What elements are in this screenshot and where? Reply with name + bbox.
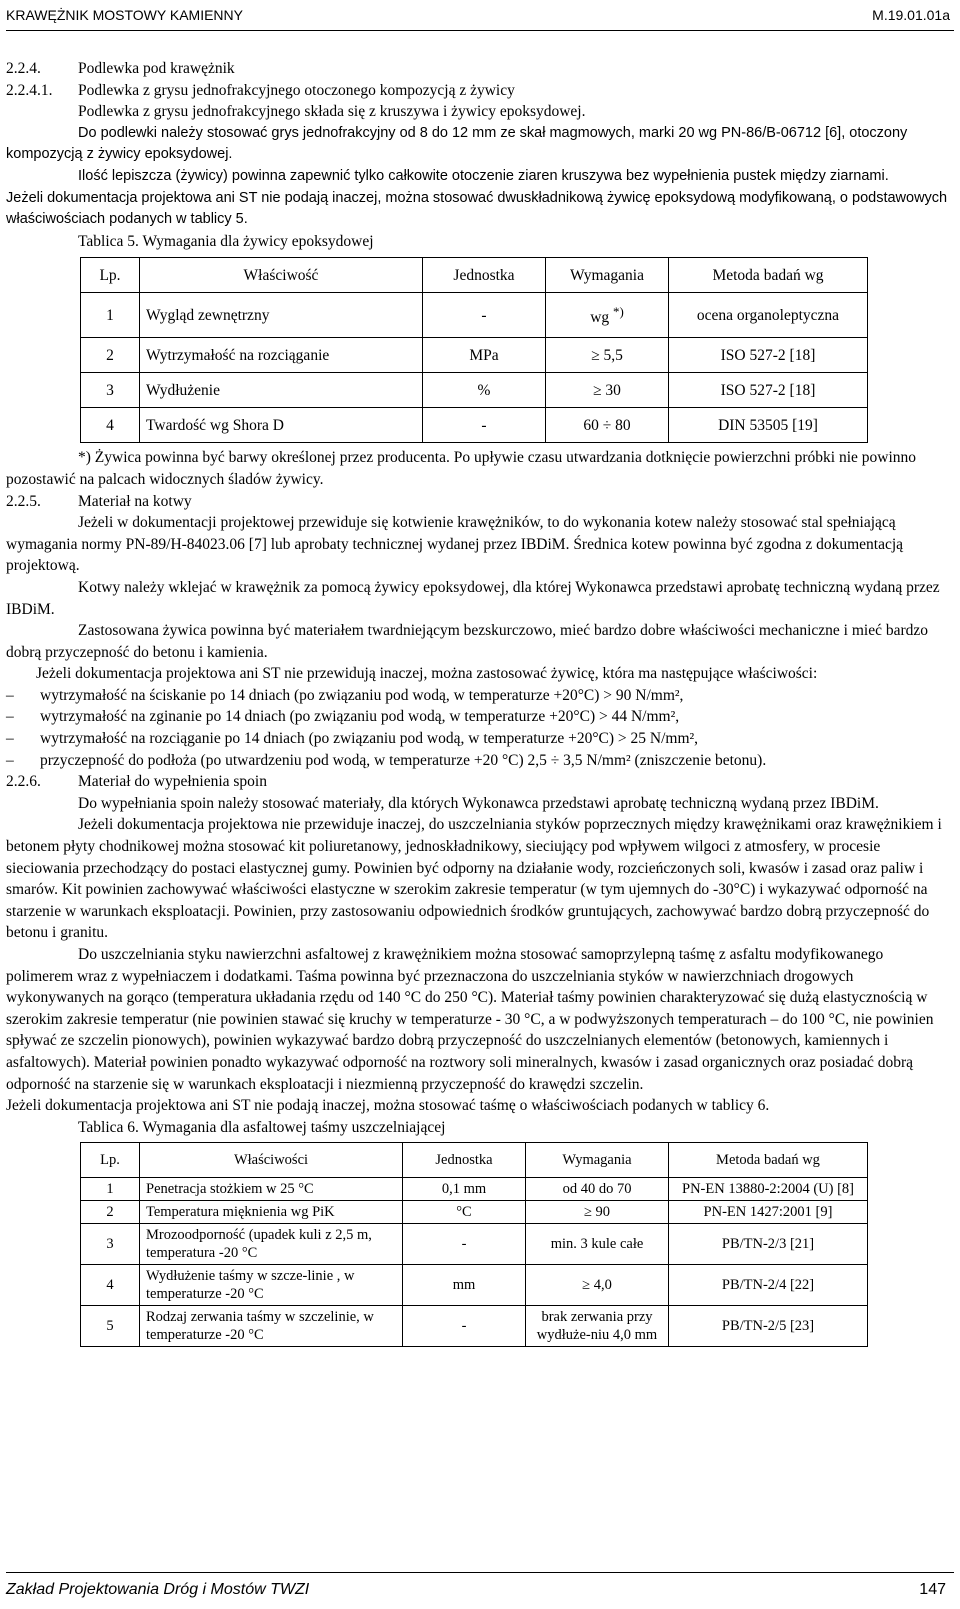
table-cell: 2 (81, 1201, 140, 1224)
dash-marker: – (6, 686, 14, 704)
table-row (81, 338, 868, 373)
table-row (81, 1306, 868, 1347)
table-header-cell: Jednostka (423, 258, 546, 293)
section-title: Materiał na kotwy (78, 492, 192, 510)
paragraph: Kotwy należy wklejać w krawężnik za pomocą żywicy epoksydowej, dla której Wykonawca przedstawi aprobatę techniczną wydaną przez IBDiM. (6, 578, 940, 618)
table-cell: 2 (81, 338, 140, 373)
dash-marker: – (6, 730, 14, 748)
table-row (81, 1224, 868, 1265)
paragraph: Do uszczelniania styku nawierzchni asfaltowej z krawężnikiem można stosować samoprzylepną taśmę z asfaltu modyfikowanego polimerem wraz z wypełniaczem i dodatkami. Taśma powinna być przeznaczona do uszczelniania styków w nawierzchniach drogowych wykonywanych na gorąco (temperatura układania rzędu od 140 °C do 250 °C). Materiał taśmy powinien charakteryzować się dużą elastycznością w szerokim zakresie temperatur (nie powinien stawać się kruchy w temperaturze - 30 °C, a w podwyższonych temperaturach – do 100 °C, nie powinien spływać ze szczelin pionowych), powinien wykazywać bardzo dobrą przyczepność do uszczelnianych elementów (betonowych, kamiennych i asfaltowych). Materiał powinien ponadto wykazywać odporność na roztwory soli mineralnych, kwasów i zasad organicznych oraz posiadać dobrą odporność na starzenie się w warunkach eksploatacji i niezmienną przyczepność do krawędzi szczelin. (6, 946, 934, 1093)
table-cell: Wydłużenie (140, 373, 423, 408)
table-cell: ≥ 5,5 (546, 338, 669, 373)
table-row (81, 408, 868, 443)
table-cell: 3 (81, 1224, 140, 1265)
table-5 (80, 257, 868, 443)
requirement-text: wg (590, 309, 610, 327)
section-heading-224 (6, 58, 954, 80)
table-6 (80, 1142, 868, 1347)
table-row (81, 1178, 868, 1201)
page-footer (6, 1572, 954, 1598)
table-header-cell: Wymagania (526, 1143, 669, 1178)
table-cell: ≥ 30 (546, 373, 669, 408)
table-cell: od 40 do 70 (526, 1178, 669, 1201)
list-item-text: wytrzymałość na rozciąganie po 14 dniach (po związaniu pod wodą, w temperaturze +20°C) > 25 N/mm², (40, 730, 699, 748)
paragraph: Jeżeli dokumentacja projektowa ani ST nie podają inaczej, można stosować taśmę o właściwościach podanych w tablicy 6. (6, 1097, 770, 1115)
table-cell: ≥ 90 (526, 1201, 669, 1224)
section-heading-226 (6, 771, 954, 793)
table-cell: 60 ÷ 80 (546, 408, 669, 443)
section-title: Podlewka pod krawężnik (78, 60, 235, 77)
table-cell: - (403, 1306, 526, 1347)
section-heading-225 (6, 491, 954, 513)
table-cell (546, 293, 669, 338)
paragraph: Ilość lepiszcza (żywicy) powinna zapewnić tylko całkowite otoczenie ziaren kruszywa bez wypełnienia pustek między ziarnami. (78, 167, 889, 184)
table-cell: Penetracja stożkiem w 25 °C (140, 1178, 403, 1201)
table-row (81, 1265, 868, 1306)
table-cell: - (403, 1224, 526, 1265)
paragraph: Jeżeli w dokumentacji projektowej przewiduje się kotwienie krawężników, to do wykonania kotew należy stosować stal spełniającą wymagania normy PN-89/H-84023.06 [7] lub aprobaty technicznej wydanej przez IBDiM. Średnica kotew powinna być zgodna z dokumentacją projektową. (6, 514, 904, 575)
footer-organization: Zakład Projektowania Dróg i Mostów TWZI (6, 1581, 310, 1598)
table-header-row (81, 258, 868, 293)
list-item (6, 750, 954, 772)
table-cell: PB/TN-2/4 [22] (669, 1265, 868, 1306)
table-cell: ISO 527-2 [18] (669, 338, 868, 373)
table-cell: ISO 527-2 [18] (669, 373, 868, 408)
table-cell: 4 (81, 1265, 140, 1306)
table-cell: Temperatura mięknienia wg PiK (140, 1201, 403, 1224)
list-item (6, 728, 954, 750)
table-cell: 3 (81, 373, 140, 408)
table-header-cell: Lp. (81, 1143, 140, 1178)
table-cell: Rodzaj zerwania taśmy w szczelinie, w temperaturze -20 °C (140, 1306, 403, 1347)
table-cell: Mrozoodporność (upadek kuli z 2,5 m, temperatura -20 °C (140, 1224, 403, 1265)
table-header-cell: Wymagania (546, 258, 669, 293)
table-5-footnote: *) Żywica powinna być barwy określonej przez producenta. Po upływie czasu utwardzania dotknięcie powierzchni próbki nie powinno pozostawić na palcach widocznych śladów żywicy. (6, 449, 917, 488)
table-cell: Wytrzymałość na rozciąganie (140, 338, 423, 373)
header-title: KRAWĘŻNIK MOSTOWY KAMIENNY (6, 7, 243, 23)
document-body (6, 58, 954, 1347)
table-cell: Twardość wg Shora D (140, 408, 423, 443)
paragraph: Do podlewki należy stosować grys jednofrakcyjny od 8 do 12 mm ze skał magmowych, marki 20 wg PN-86/B-06712 [6], otoczony kompozycją z żywicy epoksydowej. (6, 124, 908, 163)
table-cell: Wydłużenie taśmy w szcze-linie , w temperaturze -20 °C (140, 1265, 403, 1306)
paragraph: Jeżeli dokumentacja projektowa ani ST nie podają inaczej, można stosować dwuskładnikową żywicę epoksydową modyfikowaną, o podstawowych właściwościach podanych w tablicy 5. (6, 189, 948, 228)
properties-list (6, 685, 954, 771)
paragraph: Do wypełniania spoin należy stosować materiały, dla których Wykonawca przedstawi aprobatę techniczną wydaną przez IBDiM. (78, 794, 879, 812)
table-cell: % (423, 373, 546, 408)
section-number: 2.2.4.1. (6, 81, 53, 99)
table-cell: PN-EN 1427:2001 [9] (669, 1201, 868, 1224)
table-5-caption: Tablica 5. Wymagania dla żywicy epoksydowej (78, 232, 374, 250)
section-number: 2.2.4. (6, 60, 41, 77)
table-cell: PN-EN 13880-2:2004 (U) [8] (669, 1178, 868, 1201)
page-number: 147 (919, 1581, 946, 1598)
footnote-marker: *) (613, 304, 624, 320)
table-header-cell: Jednostka (403, 1143, 526, 1178)
table-cell: DIN 53505 [19] (669, 408, 868, 443)
section-number: 2.2.6. (6, 773, 41, 791)
section-heading-2241 (6, 80, 954, 102)
page-header (6, 4, 954, 31)
table-header-cell: Lp. (81, 258, 140, 293)
table-6-caption: Tablica 6. Wymagania dla asfaltowej taśmy uszczelniającej (78, 1118, 446, 1136)
paragraph: Podlewka z grysu jednofrakcyjnego składa się z kruszywa i żywicy epoksydowej. (78, 103, 586, 121)
table-cell: 1 (81, 293, 140, 338)
table-row (81, 293, 868, 338)
table-header-cell: Właściwość (140, 258, 423, 293)
dash-marker: – (6, 751, 14, 769)
table-cell: - (423, 408, 546, 443)
table-row (81, 373, 868, 408)
dash-marker: – (6, 708, 14, 726)
list-item (6, 685, 954, 707)
table-cell: mm (403, 1265, 526, 1306)
table-cell: - (423, 293, 546, 338)
table-cell: PB/TN-2/3 [21] (669, 1224, 868, 1265)
table-cell: 0,1 mm (403, 1178, 526, 1201)
section-number: 2.2.5. (6, 492, 41, 510)
table-cell: MPa (423, 338, 546, 373)
header-code: M.19.01.01a (872, 7, 950, 23)
paragraph: Jeżeli dokumentacja projektowa ani ST nie przewidują inaczej, można zastosować żywicę, która ma następujące właściwości: (36, 665, 818, 683)
paragraph: Jeżeli dokumentacja projektowa nie przewiduje inaczej, do uszczelniania styków poprzecznych między krawężnikami oraz krawężnikiem i betonem płyty chodnikowej można stosować kit poliuretanowy, jednoskładnikowy, sieciujący pod wpływem wilgoci z atmosfery, w procesie sieciowania przechodzący do postaci elastycznej gumy. Powinien być odporny na działanie wody, rozcieńczonych soli, kwasów i zasad oraz paliw i smarów. Kit powinien zachowywać właściwości elastyczne w szerokim zakresie temperatur (w tym ujemnych do -30°C) i wykazywać odporność na starzenie w warunkach eksploatacji. Powinien, przy zastosowaniu odpowiednich środków gruntujących, zachowywać bardzo dobrą przyczepność do betonu i granitu. (6, 816, 942, 942)
table-cell: PB/TN-2/5 [23] (669, 1306, 868, 1347)
table-cell: 1 (81, 1178, 140, 1201)
paragraph: Zastosowana żywica powinna być materiałem twardniejącym bezskurczowo, mieć bardzo dobre właściwości mechaniczne i mieć bardzo dobrą przyczepność do betonu i kamienia. (6, 622, 928, 661)
table-cell: 5 (81, 1306, 140, 1347)
list-item-text: przyczepność do podłoża (po utwardzeniu pod wodą, w temperaturze +20 °C) 2,5 ÷ 3,5 N/mm² (zniszczenie betonu). (40, 751, 767, 769)
list-item-text: wytrzymałość na zginanie po 14 dniach (po związaniu pod wodą, w temperaturze +20°C) > 44 N/mm², (40, 708, 680, 726)
section-title: Materiał do wypełnienia spoin (78, 773, 267, 791)
table-header-cell: Właściwości (140, 1143, 403, 1178)
table-header-cell: Metoda badań wg (669, 1143, 868, 1178)
table-row (81, 1201, 868, 1224)
table-header-row (81, 1143, 868, 1178)
table-cell: brak zerwania przy wydłuże-niu 4,0 mm (526, 1306, 669, 1347)
section-title: Podlewka z grysu jednofrakcyjnego otoczonego kompozycją z żywicy (78, 81, 515, 99)
table-header-cell: Metoda badań wg (669, 258, 868, 293)
table-cell: °C (403, 1201, 526, 1224)
table-cell: Wygląd zewnętrzny (140, 293, 423, 338)
table-cell: 4 (81, 408, 140, 443)
list-item (6, 706, 954, 728)
table-cell: ocena organoleptyczna (669, 293, 868, 338)
table-cell: min. 3 kule całe (526, 1224, 669, 1265)
list-item-text: wytrzymałość na ściskanie po 14 dniach (po związaniu pod wodą, w temperaturze +20°C) > 90 N/mm², (40, 686, 684, 704)
table-cell: ≥ 4,0 (526, 1265, 669, 1306)
